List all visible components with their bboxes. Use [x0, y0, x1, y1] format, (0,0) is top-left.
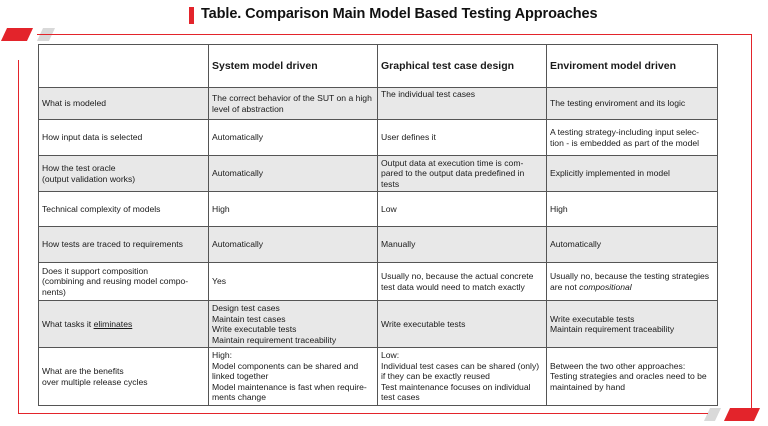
cell-graphical: Manually	[378, 227, 547, 263]
cell-environment: Between the two other approaches: Testing strategies and oracles need to be maintained by hand	[547, 348, 718, 406]
table-row	[39, 301, 718, 348]
cell-environment: Explicitly implemented in model	[547, 156, 718, 192]
frame-line	[18, 60, 19, 414]
cell-system: Automatically	[209, 120, 378, 156]
cell-graphical: Low	[378, 192, 547, 227]
cell-system: Design test cases Maintain test cases Write executable tests Maintain requirement traceability	[209, 301, 378, 348]
cell-graphical: Low: Individual test cases can be shared (only) if they can be exactly reused Test maintenance focuses on individual test cases	[378, 348, 547, 406]
row-label: What is modeled	[39, 88, 209, 120]
table-row	[39, 227, 718, 263]
header-graphical-test-case-design: Graphical test case design	[378, 45, 547, 88]
cell-environment: Usually no, because the testing strategies are not compositional	[547, 263, 718, 301]
table-row	[39, 348, 718, 406]
row-label: What are the benefits over multiple release cycles	[39, 348, 209, 406]
table-row	[39, 120, 718, 156]
emphasis-compositional: compositional	[579, 281, 632, 292]
page-title: Table. Comparison Main Model Based Testing Approaches	[201, 6, 598, 22]
frame-line	[18, 413, 708, 414]
decor-stripe	[704, 408, 721, 421]
cell-system: The correct behavior of the SUT on a high level of abstraction	[209, 88, 378, 120]
table-row	[39, 156, 718, 192]
table-row	[39, 88, 718, 120]
emphasis-eliminates: eliminates	[93, 318, 133, 329]
row-label: How input data is selected	[39, 120, 209, 156]
row-label: Does it support composition (combining and reusing model compo- nents)	[39, 263, 209, 301]
decor-stripe	[724, 408, 760, 421]
cell-environment: The testing enviroment and its logic	[547, 88, 718, 120]
cell-environment: High	[547, 192, 718, 227]
cell-system: Automatically	[209, 227, 378, 263]
header-cell-empty	[39, 45, 209, 88]
table-row	[39, 192, 718, 227]
cell-system: High	[209, 192, 378, 227]
row-label: Technical complexity of models	[39, 192, 209, 227]
header-environment-model-driven: Enviroment model driven	[547, 45, 718, 88]
cell-graphical: User defines it	[378, 120, 547, 156]
frame-line	[37, 34, 752, 35]
header-system-model-driven: System model driven	[209, 45, 378, 88]
frame-line	[751, 34, 752, 414]
cell-graphical: Write executable tests	[378, 301, 547, 348]
cell-environment: Automatically	[547, 227, 718, 263]
decor-stripe	[1, 28, 33, 41]
comparison-table	[38, 44, 718, 406]
cell-graphical: Usually no, because the actual concrete test data would need to match exactly	[378, 263, 547, 301]
cell-system: Automatically	[209, 156, 378, 192]
table-header-row	[39, 45, 718, 88]
row-label: What tasks it eliminates	[39, 301, 209, 348]
cell-system: High: Model components can be shared and linked together Model maintenance is fast when require- ments change	[209, 348, 378, 406]
title-accent-bar	[189, 7, 194, 24]
row-label: How tests are traced to requirements	[39, 227, 209, 263]
cell-graphical: Output data at execution time is com- pared to the output data predefined in tests	[378, 156, 547, 192]
table-row	[39, 263, 718, 301]
row-label: How the test oracle (output validation works)	[39, 156, 209, 192]
cell-environment: A testing strategy-including input selec- tion - is embedded as part of the model	[547, 120, 718, 156]
cell-graphical: The individual test cases	[378, 88, 547, 120]
cell-environment: Write executable tests Maintain requirement traceability	[547, 301, 718, 348]
cell-system: Yes	[209, 263, 378, 301]
